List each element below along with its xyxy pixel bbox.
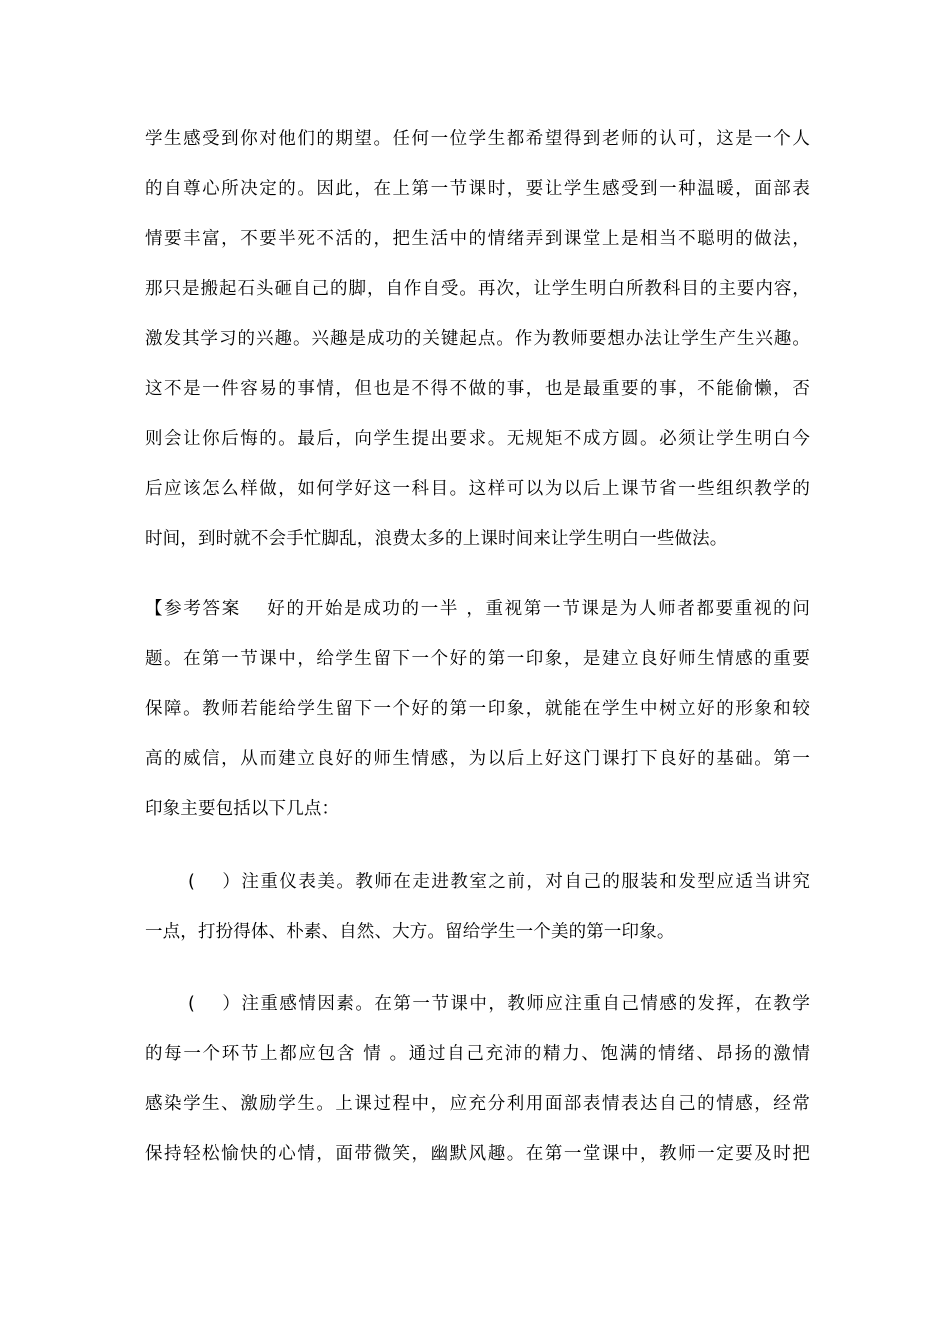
text-line: ( ）注重感情因素。在第一节课中，教师应注重自己情感的发挥，在教学 xyxy=(188,994,810,1014)
text-line: 激发其学习的兴趣。兴趣是成功的关键起点。作为教师要想办法让学生产生兴趣。 xyxy=(145,329,810,349)
text-line: 一点，打扮得体、朴素、自然、大方。留给学生一个美的第一印象。 xyxy=(145,922,675,942)
text-line: 学生感受到你对他们的期望。任何一位学生都希望得到老师的认可，这是一个人 xyxy=(145,129,810,149)
text-line: 保持轻松愉快的心情，面带微笑，幽默风趣。在第一堂课中，教师一定要及时把 xyxy=(145,1144,810,1164)
text-line: 感染学生、激励学生。上课过程中，应充分利用面部表情表达自己的情感，经常 xyxy=(145,1094,810,1114)
text-line: 印象主要包括以下几点： xyxy=(145,799,340,819)
text-line: 【参考答案 好的开始是成功的一半 ，重视第一节课是为人师者都要重视的问 xyxy=(145,599,810,619)
text-line: 后应该怎么样做，如何学好这一科目。这样可以为以后上课节省一些组织教学的 xyxy=(145,479,810,499)
text-line: 则会让你后悔的。最后，向学生提出要求。无规矩不成方圆。必须让学生明白今 xyxy=(145,429,810,449)
text-line: 那只是搬起石头砸自己的脚，自作自受。再次，让学生明白所教科目的主要内容， xyxy=(145,279,810,299)
text-line: ( ）注重仪表美。教师在走进教室之前，对自己的服装和发型应适当讲究 xyxy=(188,872,810,892)
text-line: 时间，到时就不会手忙脚乱，浪费太多的上课时间来让学生明白一些做法。 xyxy=(145,529,728,549)
text-line: 这不是一件容易的事情，但也是不得不做的事，也是最重要的事，不能偷懒，否 xyxy=(145,379,810,399)
text-line: 题。在第一节课中，给学生留下一个好的第一印象，是建立良好师生情感的重要 xyxy=(145,649,810,669)
text-line: 情要丰富，不要半死不活的，把生活中的情绪弄到课堂上是相当不聪明的做法， xyxy=(145,229,810,249)
text-line: 高的威信，从而建立良好的师生情感，为以后上好这门课打下良好的基础。第一 xyxy=(145,749,810,769)
text-line: 的每一个环节上都应包含 情 。通过自己充沛的精力、饱满的情绪、昂扬的激情 xyxy=(145,1044,810,1064)
text-line: 的自尊心所决定的。因此，在上第一节课时，要让学生感受到一种温暖，面部表 xyxy=(145,179,810,199)
text-line: 保障。教师若能给学生留下一个好的第一印象，就能在学生中树立好的形象和较 xyxy=(145,699,810,719)
